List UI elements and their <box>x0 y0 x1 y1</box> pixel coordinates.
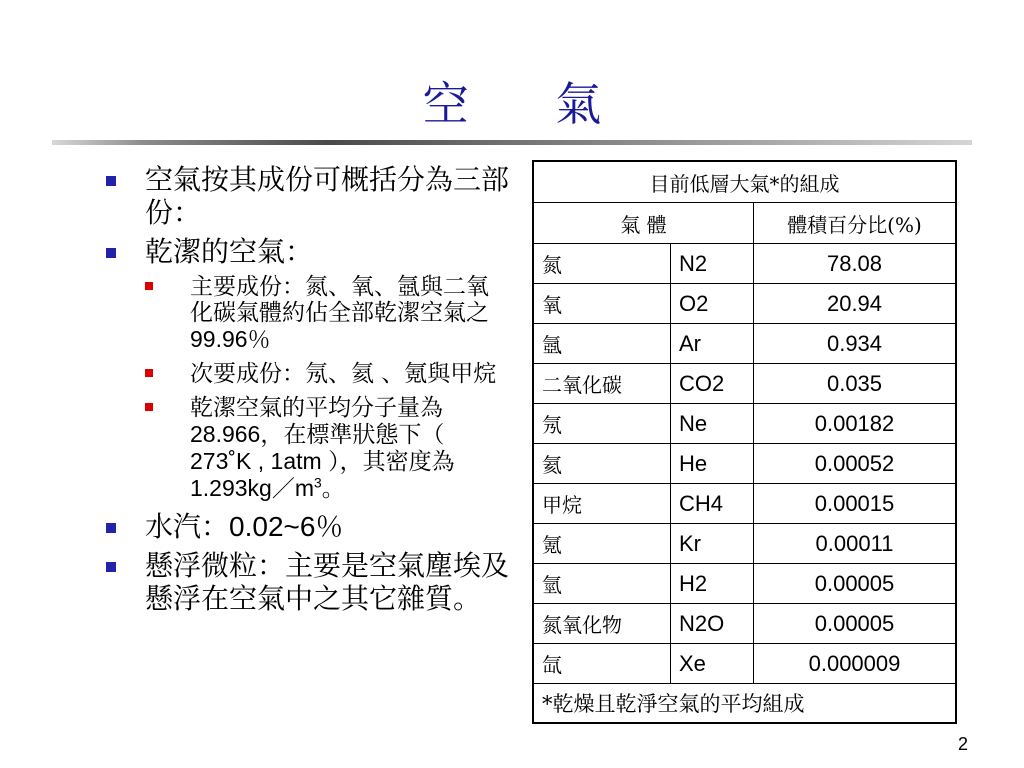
square-bullet-icon <box>106 248 116 258</box>
square-bullet-icon <box>145 282 153 290</box>
gas-name: 氫 <box>533 564 671 604</box>
table-caption: 目前低層大氣*的組成 <box>533 161 956 203</box>
gas-percent: 78.08 <box>754 244 957 284</box>
gas-symbol: N2O <box>671 604 754 644</box>
superscript: 3 <box>314 475 322 491</box>
composition-table <box>532 160 957 724</box>
gas-percent: 0.00011 <box>754 524 957 564</box>
sub-bullet-text: 主要成份：氮、氧、氬與二氧化碳氣體約佔全部乾潔空氣之 <box>190 274 489 326</box>
table-row <box>533 524 956 564</box>
bullet-list <box>100 163 510 621</box>
gas-symbol: He <box>671 444 754 484</box>
column-header-percent: 體積百分比(%) <box>754 203 957 244</box>
gas-name: 氪 <box>533 524 671 564</box>
gas-name: 氧 <box>533 284 671 324</box>
square-bullet-icon <box>145 369 153 377</box>
gas-percent: 0.00005 <box>754 604 957 644</box>
table-row <box>533 324 956 364</box>
gas-name: 氮 <box>533 244 671 284</box>
gas-percent: 0.934 <box>754 324 957 364</box>
square-bullet-icon <box>106 523 116 533</box>
gas-percent: 0.00182 <box>754 404 957 444</box>
gas-symbol: Kr <box>671 524 754 564</box>
molecular-weight: 28.966 <box>190 421 261 447</box>
gas-percent: 0.00052 <box>754 444 957 484</box>
gas-percent: 0.000009 <box>754 644 957 684</box>
bullet-text: 乾潔的空氣： <box>145 235 314 268</box>
table-row <box>533 444 956 484</box>
gas-symbol: Ar <box>671 324 754 364</box>
table-row <box>533 644 956 684</box>
gas-name: 二氧化碳 <box>533 364 671 404</box>
gas-symbol: CH4 <box>671 484 754 524</box>
sub-bullet-text: 次要成份：氖、氦 、氪與甲烷 <box>190 361 497 387</box>
square-bullet-icon <box>106 562 116 572</box>
bullet-text: 水汽： <box>145 510 230 543</box>
sub-bullet-item <box>145 361 510 387</box>
sub-bullet-text: ，其密度為 <box>339 449 455 475</box>
sub-bullet-item <box>145 395 510 502</box>
bullet-text: 空氣按其成份可概括分為三部份： <box>145 163 510 229</box>
column-header-gas: 氣 體 <box>533 203 754 244</box>
bullet-item <box>100 163 510 229</box>
table-row <box>533 404 956 444</box>
bullet-item <box>100 235 510 268</box>
gas-name: 氮氧化物 <box>533 604 671 644</box>
table-row <box>533 564 956 604</box>
sub-bullet-text: 乾潔空氣的平均分子量為 <box>190 395 443 421</box>
condition-units: ˚K , 1atm ） <box>228 448 340 474</box>
gas-name: 氖 <box>533 404 671 444</box>
table-row <box>533 244 956 284</box>
bullet-text: 懸浮微粒：主要是空氣塵埃及懸浮在空氣中之其它雜質。 <box>145 549 510 615</box>
percent-value: 99.96％ <box>190 326 271 352</box>
title-divider <box>52 140 972 145</box>
gas-name: 甲烷 <box>533 484 671 524</box>
gas-percent: 0.00005 <box>754 564 957 604</box>
gas-name: 氙 <box>533 644 671 684</box>
table-row <box>533 604 956 644</box>
gas-percent: 0.035 <box>754 364 957 404</box>
bullet-item <box>100 510 510 543</box>
square-bullet-icon <box>145 403 153 411</box>
condition-open: （ 273 <box>190 421 445 474</box>
gas-symbol: N2 <box>671 244 754 284</box>
gas-percent: 0.00015 <box>754 484 957 524</box>
gas-symbol: CO2 <box>671 364 754 404</box>
gas-name: 氬 <box>533 324 671 364</box>
gas-symbol: O2 <box>671 284 754 324</box>
gas-symbol: Xe <box>671 644 754 684</box>
sub-bullet-text: ，在標準狀態下 <box>260 422 422 448</box>
density-value: 1.293kg／m <box>190 475 315 501</box>
table-footnote: *乾燥且乾淨空氣的平均組成 <box>533 684 956 724</box>
slide-title: 空 氣 <box>422 77 638 131</box>
water-vapor-value: 0.02~6％ <box>229 511 344 542</box>
page-number: 2 <box>957 734 968 754</box>
gas-symbol: Ne <box>671 404 754 444</box>
gas-symbol: H2 <box>671 564 754 604</box>
bullet-item <box>100 549 510 615</box>
table-row <box>533 484 956 524</box>
gas-name: 氦 <box>533 444 671 484</box>
sub-bullet-text: 。 <box>321 476 345 502</box>
table-row <box>533 284 956 324</box>
table-row <box>533 364 956 404</box>
sub-bullet-item <box>145 274 510 353</box>
square-bullet-icon <box>106 176 116 186</box>
gas-percent: 20.94 <box>754 284 957 324</box>
